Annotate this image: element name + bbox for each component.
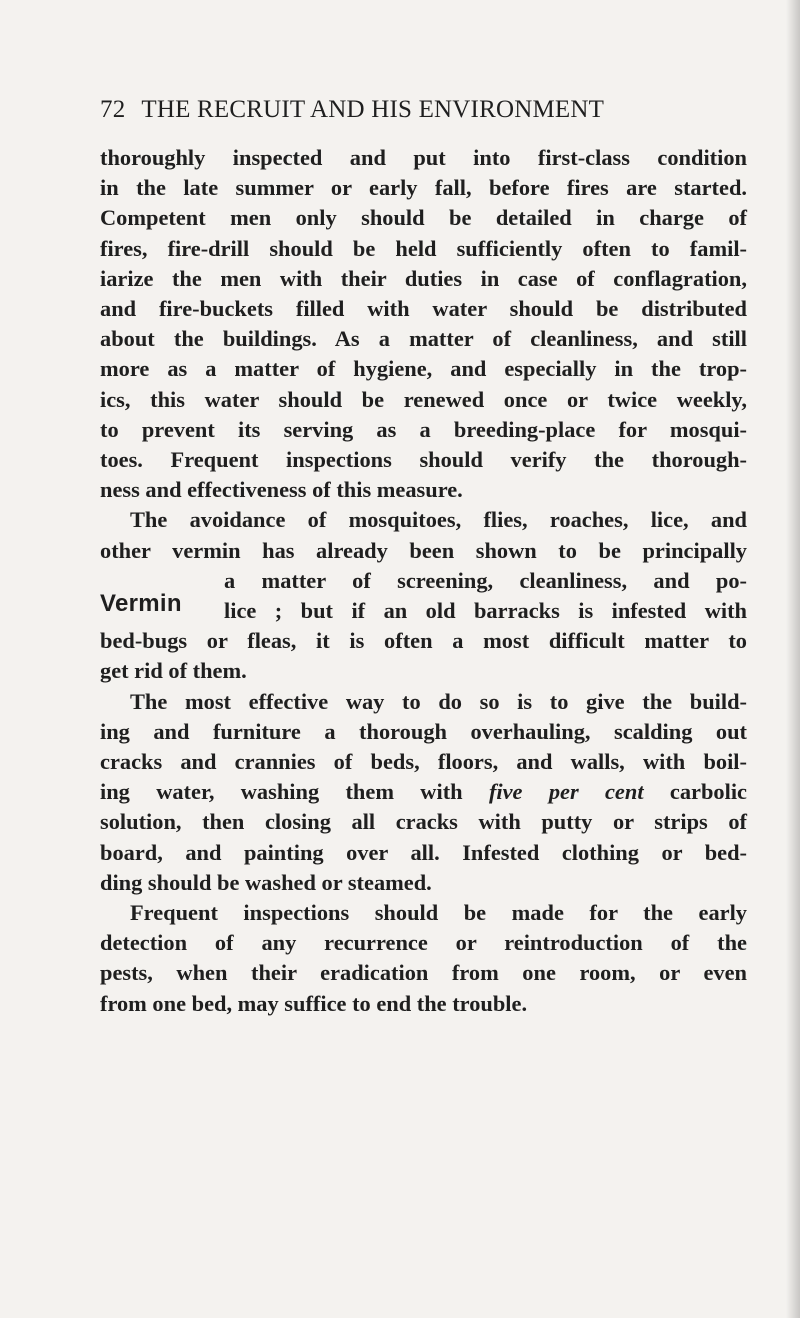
text-line: in the late summer or early fall, before fires are started. (100, 175, 747, 201)
text-line: cracks and crannies of beds, floors, and walls, with boil- (100, 749, 747, 775)
text-line: ding should be washed or steamed. (100, 869, 432, 895)
text-line: detection of any recurrence or reintroduction of the (100, 930, 747, 956)
italic-phrase: five per cent (488, 779, 644, 805)
text-line: solution, then closing all cracks with putty or strips of (100, 809, 747, 835)
text-line: board, and painting over all. Infested clothing or bed- (100, 839, 747, 865)
body-text (100, 143, 747, 1019)
text-line: The avoidance of mosquitoes, flies, roaches, lice, and (130, 507, 747, 533)
text-line: toes. Frequent inspections should verify the thorough- (100, 447, 747, 473)
side-heading-block (100, 566, 747, 626)
text-line: from one bed, may suffice to end the trouble. (100, 990, 528, 1016)
page-edge-shadow (786, 0, 800, 1318)
text-line: pests, when their eradication from one room, or even (100, 960, 747, 986)
text-segment: ing water, washing them with (100, 779, 463, 805)
text-line: lice ; but if an old barracks is infested with (224, 598, 747, 624)
text-line: fires, fire-drill should be held sufficiently often to famil- (100, 235, 747, 261)
text-line: ing and furniture a thorough overhauling, scalding out (100, 718, 747, 744)
text-line (100, 777, 747, 807)
text-segment: carbolic (669, 779, 747, 805)
text-line: ics, this water should be renewed once or twice weekly, (100, 386, 747, 412)
text-line: Frequent inspections should be made for the early (130, 900, 747, 926)
page-number: 72 (100, 96, 126, 123)
text-line: other vermin has already been shown to be principally (100, 537, 747, 563)
side-heading: Vermin (100, 589, 182, 617)
text-line: Competent men only should be detailed in charge of (100, 205, 747, 231)
text-line: bed-bugs or fleas, it is often a most difficult matter to (100, 628, 747, 654)
running-title: THE RECRUIT AND HIS ENVIRONMENT (141, 96, 605, 123)
text-line: get rid of them. (100, 658, 247, 684)
text-line: about the buildings. As a matter of cleanliness, and still (100, 326, 747, 352)
text-line: iarize the men with their duties in case of conflagration, (100, 265, 747, 291)
text-line: and fire-buckets filled with water should be distributed (100, 296, 747, 322)
text-line: thoroughly inspected and put into first-class condition (100, 145, 747, 170)
running-head (100, 96, 740, 124)
text-line: to prevent its serving as a breeding-place for mosqui- (100, 416, 747, 442)
text-line: ness and effectiveness of this measure. (100, 477, 463, 503)
text-line: more as a matter of hygiene, and especially in the trop- (100, 356, 747, 382)
text-line: a matter of screening, cleanliness, and po- (224, 567, 747, 593)
text-line: The most effective way to do so is to give the build- (130, 688, 747, 714)
